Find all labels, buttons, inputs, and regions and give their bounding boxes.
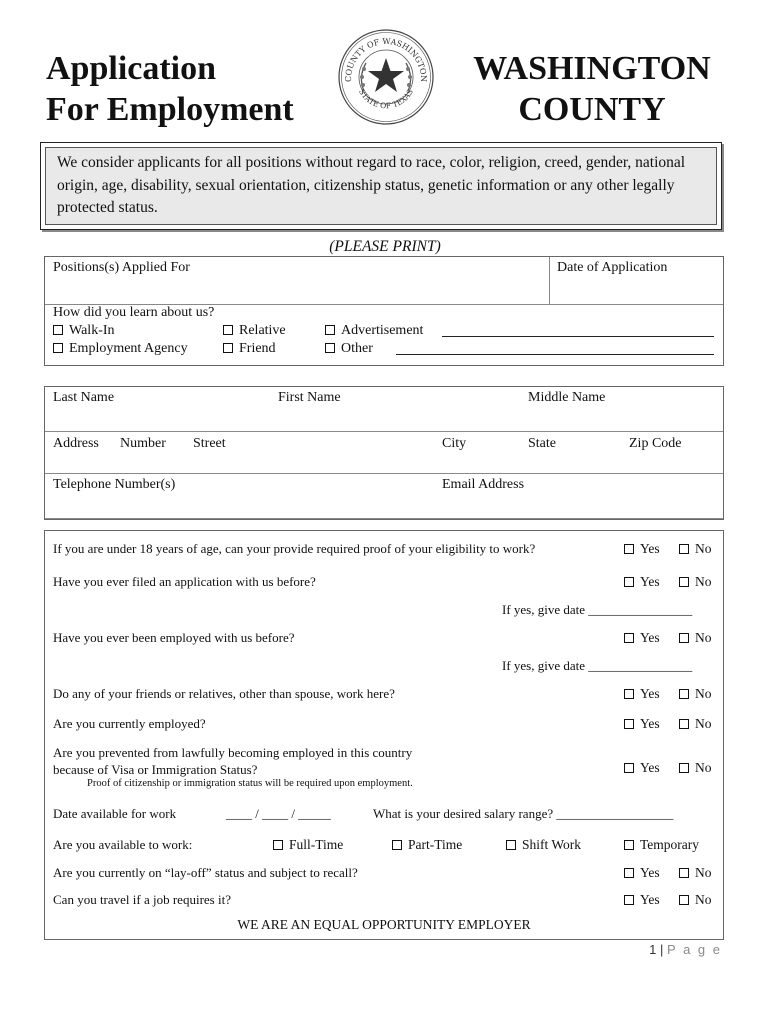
option-part-time[interactable]: Part-Time — [392, 837, 462, 853]
page-indicator — [649, 942, 722, 957]
full-time-checkbox[interactable] — [273, 840, 283, 850]
question-layoff: Are you currently on “lay-off” status and subject to recall? — [53, 865, 358, 880]
telephone-label: Telephone Number(s) — [53, 477, 176, 492]
filed-before-date[interactable]: If yes, give date ________________ — [502, 602, 693, 617]
layoff-no[interactable]: No — [679, 865, 712, 881]
equal-opportunity-notice: We consider applicants for all positions without regard to race, color, religion, creed, gender, national origin, age, disability, sexual orientation, citizenship status, genetic information or any other legally protected status. — [45, 147, 717, 225]
walk-in-checkbox[interactable] — [53, 325, 63, 335]
state-label: State — [528, 436, 556, 451]
visa-no[interactable]: No — [679, 760, 712, 776]
personal-info-section — [44, 386, 724, 520]
layoff-yes-checkbox[interactable] — [624, 868, 634, 878]
option-temporary[interactable]: Temporary — [624, 837, 699, 853]
currently-employed-no[interactable]: No — [679, 716, 712, 732]
filed-before-no-checkbox[interactable] — [679, 577, 689, 587]
question-relatives: Do any of your friends or relatives, other than spouse, work here? — [53, 686, 395, 701]
positions-applied-label: Positions(s) Applied For — [53, 260, 190, 275]
question-under-18: If you are under 18 years of age, can your provide required proof of your eligibility to work? — [53, 541, 536, 556]
option-walk-in[interactable]: Walk-In — [53, 323, 115, 339]
temporary-checkbox[interactable] — [624, 840, 634, 850]
filed-before-yes-checkbox[interactable] — [624, 577, 634, 587]
under-18-no[interactable]: No — [679, 541, 712, 557]
citizenship-note: Proof of citizenship or immigration status will be required upon employment. — [87, 778, 413, 789]
option-full-time[interactable]: Full-Time — [273, 837, 343, 853]
layoff-yes[interactable]: Yes — [624, 865, 660, 881]
date-available-input[interactable]: ____ / ____ / _____ — [226, 806, 331, 821]
friend-checkbox[interactable] — [223, 343, 233, 353]
equal-opportunity-notice-box — [40, 142, 722, 230]
relatives-yes-checkbox[interactable] — [624, 689, 634, 699]
employed-before-yes[interactable]: Yes — [624, 630, 660, 646]
relatives-no-checkbox[interactable] — [679, 689, 689, 699]
first-name-label: First Name — [278, 390, 341, 405]
under-18-no-checkbox[interactable] — [679, 544, 689, 554]
visa-yes[interactable]: Yes — [624, 760, 660, 776]
salary-range-field[interactable]: What is your desired salary range? __________________ — [373, 806, 674, 821]
currently-employed-yes-checkbox[interactable] — [624, 719, 634, 729]
seal-bottom-text: STATE OF TEXAS — [357, 87, 415, 111]
other-input[interactable] — [396, 342, 714, 355]
travel-yes[interactable]: Yes — [624, 892, 660, 908]
filed-before-no[interactable]: No — [679, 574, 712, 590]
option-friend[interactable]: Friend — [223, 341, 276, 357]
street-label: Street — [193, 436, 226, 451]
travel-yes-checkbox[interactable] — [624, 895, 634, 905]
relatives-no[interactable]: No — [679, 686, 712, 702]
county-seal — [336, 27, 436, 127]
position-section — [44, 256, 724, 366]
employed-before-date[interactable]: If yes, give date ________________ — [502, 658, 693, 673]
question-currently-employed: Are you currently employed? — [53, 716, 206, 731]
advertisement-checkbox[interactable] — [325, 325, 335, 335]
learn-about-us-label: How did you learn about us? — [53, 305, 215, 320]
relatives-yes[interactable]: Yes — [624, 686, 660, 702]
county-name-line2: COUNTY — [518, 91, 666, 128]
equal-opportunity-footer: WE ARE AN EQUAL OPPORTUNITY EMPLOYER — [237, 917, 531, 932]
last-name-label: Last Name — [53, 390, 115, 405]
part-time-checkbox[interactable] — [392, 840, 402, 850]
employed-before-yes-checkbox[interactable] — [624, 633, 634, 643]
county-name-line1: WASHINGTON — [473, 50, 711, 87]
question-travel: Can you travel if a job requires it? — [53, 892, 231, 907]
star-icon — [368, 58, 404, 92]
page-number: 1 — [649, 942, 657, 957]
zip-code-label: Zip Code — [629, 436, 682, 451]
currently-employed-no-checkbox[interactable] — [679, 719, 689, 729]
employment-agency-checkbox[interactable] — [53, 343, 63, 353]
question-filed-before: Have you ever filed an application with us before? — [53, 574, 316, 589]
other-checkbox[interactable] — [325, 343, 335, 353]
question-visa-line1: Are you prevented from lawfully becoming employed in this country — [53, 745, 413, 760]
county-name — [462, 48, 722, 130]
seal-top-text: COUNTY OF WASHINGTON — [343, 36, 429, 83]
date-available-label: Date available for work — [53, 806, 177, 821]
travel-no[interactable]: No — [679, 892, 712, 908]
option-advertisement[interactable]: Advertisement — [325, 323, 423, 339]
travel-no-checkbox[interactable] — [679, 895, 689, 905]
form-title-line2: For Employment — [46, 91, 294, 128]
form-title-line1: Application — [46, 50, 217, 87]
question-visa-line2: because of Visa or Immigration Status? — [53, 762, 258, 777]
option-other[interactable]: Other — [325, 341, 373, 357]
please-print-instruction: (PLEASE PRINT) — [329, 238, 441, 255]
question-employed-before: Have you ever been employed with us before? — [53, 630, 295, 645]
shift-work-checkbox[interactable] — [506, 840, 516, 850]
email-label: Email Address — [442, 477, 525, 492]
form-title — [46, 48, 294, 130]
employed-before-no[interactable]: No — [679, 630, 712, 646]
available-to-work-label: Are you available to work: — [53, 837, 193, 852]
page-word: P a g e — [667, 942, 722, 957]
option-employment-agency[interactable]: Employment Agency — [53, 341, 188, 357]
option-relative[interactable]: Relative — [223, 323, 286, 339]
option-shift-work[interactable]: Shift Work — [506, 837, 581, 853]
advertisement-input[interactable] — [442, 324, 714, 337]
city-label: City — [442, 436, 467, 451]
employed-before-no-checkbox[interactable] — [679, 633, 689, 643]
middle-name-label: Middle Name — [528, 390, 606, 405]
visa-no-checkbox[interactable] — [679, 763, 689, 773]
layoff-no-checkbox[interactable] — [679, 868, 689, 878]
under-18-yes[interactable]: Yes — [624, 541, 660, 557]
page-separator: | — [660, 942, 664, 957]
number-label: Number — [120, 436, 166, 451]
date-of-application-label: Date of Application — [557, 260, 668, 275]
filed-before-yes[interactable]: Yes — [624, 574, 660, 590]
currently-employed-yes[interactable]: Yes — [624, 716, 660, 732]
address-label: Address — [53, 436, 99, 451]
under-18-yes-checkbox[interactable] — [624, 544, 634, 554]
relative-checkbox[interactable] — [223, 325, 233, 335]
visa-yes-checkbox[interactable] — [624, 763, 634, 773]
